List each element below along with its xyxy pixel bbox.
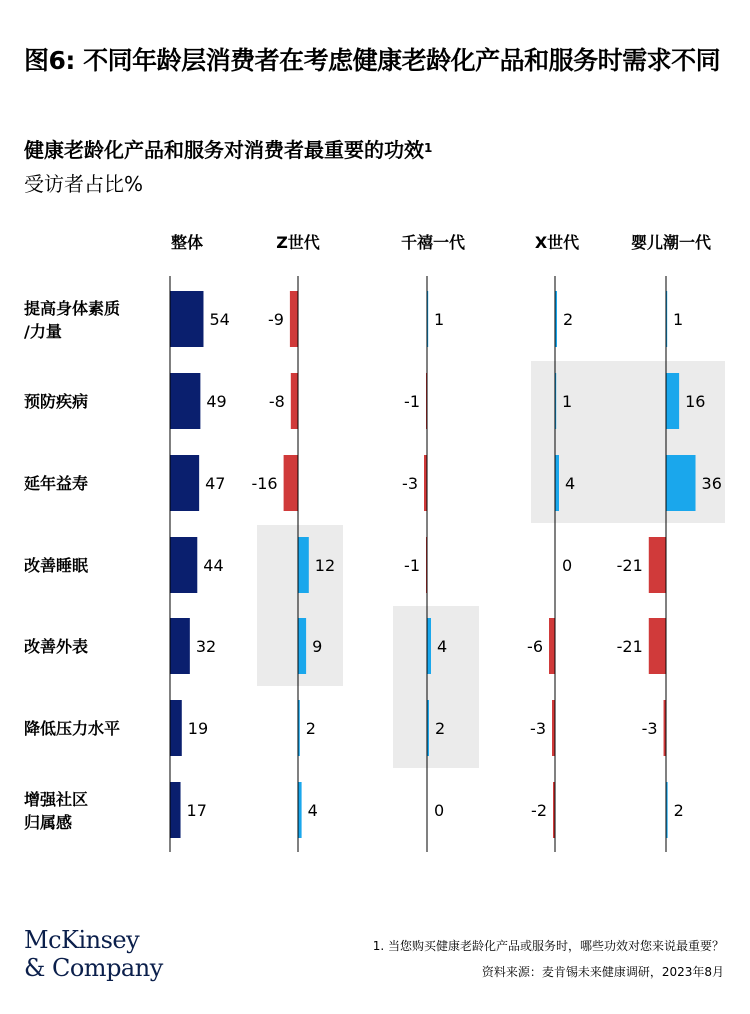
category-label: 降低压力水平: [24, 719, 121, 738]
bar: [170, 782, 181, 838]
bar: [170, 291, 203, 347]
footnote-marker: 1: [424, 141, 433, 155]
data-label: 44: [203, 556, 224, 575]
data-label: 1: [434, 310, 445, 329]
column-header: 婴儿潮一代: [630, 233, 712, 252]
bar: [649, 618, 666, 674]
bar: [649, 537, 666, 593]
data-label: 2: [305, 719, 316, 738]
data-label: 16: [685, 392, 706, 411]
data-label: 47: [205, 474, 226, 493]
data-label: 0: [562, 556, 573, 575]
data-label: -21: [616, 556, 643, 575]
data-label: -3: [402, 474, 418, 493]
data-label: 12: [314, 556, 336, 575]
data-label: -16: [251, 474, 278, 493]
category-label: 改善外表: [24, 637, 89, 656]
data-label: -2: [531, 801, 547, 820]
category-label: 归属感: [24, 813, 73, 832]
category-label: 预防疾病: [24, 392, 89, 411]
data-label: -8: [268, 392, 285, 411]
column-header: X世代: [534, 233, 580, 252]
bar: [298, 782, 302, 838]
data-label: -3: [530, 719, 546, 738]
highlight-box: [531, 361, 725, 523]
data-label: 2: [435, 719, 446, 738]
source-note: 资料来源：麦肯锡未来健康调研，2023年8月: [481, 965, 724, 979]
category-label: /力量: [24, 322, 62, 341]
data-label: 0: [434, 801, 445, 820]
data-label: 49: [206, 392, 227, 411]
category-label: 增强社区: [24, 790, 89, 809]
data-label: 32: [195, 637, 217, 656]
bar: [170, 373, 200, 429]
bar: [298, 537, 309, 593]
unit-label: 受访者占比%: [24, 172, 144, 196]
bar: [170, 618, 190, 674]
bar: [284, 455, 298, 511]
chart-title: 图6: 不同年龄层消费者在考虑健康老龄化产品和服务时需求不同: [24, 46, 721, 75]
bar: [291, 373, 298, 429]
bar: [290, 291, 298, 347]
logo-line-2: & Company: [24, 954, 163, 982]
bar: [427, 618, 431, 674]
column-header: 整体: [170, 233, 204, 252]
data-label: -3: [641, 719, 658, 738]
footnote: 1. 当您购买健康老龄化产品或服务时，哪些功效对您来说最重要？: [372, 939, 724, 953]
column-header: 千禧一代: [400, 233, 466, 252]
logo-line-1: McKinsey: [24, 926, 140, 954]
data-label: 4: [437, 637, 448, 656]
data-label: 17: [186, 801, 207, 820]
category-label: 提高身体素质: [24, 299, 121, 318]
data-label: 9: [312, 637, 323, 656]
data-label: 54: [209, 310, 230, 329]
bar: [555, 455, 559, 511]
highlight-box: [393, 606, 479, 768]
category-label: 改善睡眠: [24, 556, 89, 575]
data-label: 2: [673, 801, 684, 820]
category-label: 延年益寿: [24, 474, 89, 493]
data-label: -1: [404, 392, 420, 411]
data-label: 2: [563, 310, 574, 329]
subtitle-text: 健康老龄化产品和服务对消费者最重要的功效: [24, 138, 424, 162]
data-label: -1: [404, 556, 420, 575]
bar: [170, 700, 182, 756]
data-label: 4: [565, 474, 576, 493]
data-label: -9: [267, 310, 284, 329]
bar: [170, 455, 199, 511]
data-label: -21: [616, 637, 643, 656]
column-header: Z世代: [276, 233, 320, 252]
bar: [666, 455, 696, 511]
data-label: 4: [307, 801, 318, 820]
mckinsey-logo: [24, 926, 163, 982]
bar: [170, 537, 197, 593]
data-label: 19: [187, 719, 209, 738]
bar: [549, 618, 555, 674]
bar: [298, 618, 306, 674]
data-label: -6: [527, 637, 543, 656]
data-label: 36: [701, 474, 722, 493]
data-label: 1: [562, 392, 573, 411]
bar: [666, 373, 679, 429]
data-label: 1: [673, 310, 684, 329]
